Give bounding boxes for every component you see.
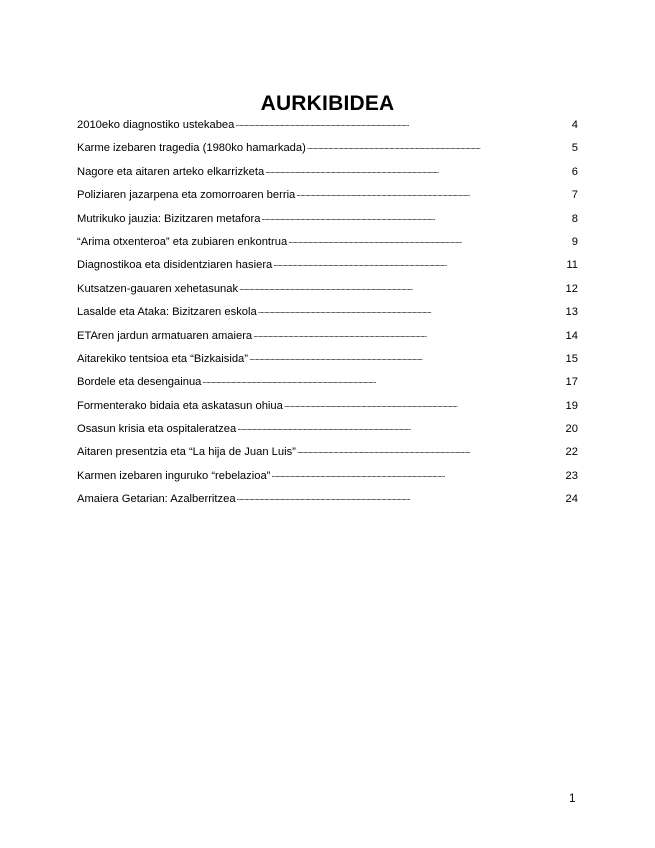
toc-dot-leader xyxy=(288,233,571,245)
toc-entry xyxy=(77,186,578,209)
toc-dot-leader xyxy=(239,280,564,292)
toc-entry xyxy=(77,467,578,490)
toc-entry-title: Amaiera Getarian: Azalberritzea xyxy=(77,493,236,506)
toc-entry xyxy=(77,490,578,513)
toc-entry xyxy=(77,139,578,162)
toc-entry xyxy=(77,373,578,396)
toc-entry xyxy=(77,420,578,443)
toc-entry-page: 15 xyxy=(565,352,578,365)
toc-dot-leader xyxy=(297,443,565,455)
toc-dot-leader xyxy=(253,327,564,339)
toc-dot-leader xyxy=(249,350,565,362)
toc-entry-page: 7 xyxy=(571,189,578,202)
toc-dot-leader xyxy=(307,139,571,151)
toc-entry-title: Formenterako bidaia eta askatasun ohiua xyxy=(77,399,283,412)
toc-entry-page: 12 xyxy=(565,282,578,295)
table-of-contents xyxy=(77,116,578,514)
toc-dot-leader xyxy=(265,163,571,175)
toc-entry-title: Mutrikuko jauzia: Bizitzaren metafora xyxy=(77,212,261,225)
toc-entry xyxy=(77,163,578,186)
toc-dot-leader xyxy=(237,490,565,502)
toc-entry-title: Aitarekiko tentsioa eta “Bizkaisida” xyxy=(77,352,248,365)
toc-entry-page: 5 xyxy=(571,142,578,155)
toc-entry-title: Diagnostikoa eta disidentziaren hasiera xyxy=(77,259,273,272)
toc-entry-title: Aitaren presentzia eta “La hija de Juan Luis” xyxy=(77,446,296,459)
toc-entry xyxy=(77,397,578,420)
toc-dot-leader xyxy=(258,303,565,315)
toc-entry-title: Nagore eta aitaren arteko elkarrizketa xyxy=(77,165,265,178)
toc-entry-page: 14 xyxy=(565,329,578,342)
page-number: 1 xyxy=(569,793,576,805)
toc-dot-leader xyxy=(202,373,564,385)
toc-entry xyxy=(77,116,578,139)
toc-entry xyxy=(77,280,578,303)
toc-entry-title: Kutsatzen-gauaren xehetasunak xyxy=(77,282,239,295)
toc-dot-leader xyxy=(296,186,570,198)
toc-entry xyxy=(77,256,578,279)
toc-entry-page: 19 xyxy=(565,399,578,412)
toc-entry-page: 13 xyxy=(565,306,578,319)
toc-dot-leader xyxy=(235,116,570,128)
toc-entry-page: 6 xyxy=(571,165,578,178)
toc-dot-leader xyxy=(271,467,564,479)
toc-entry-title: “Arima otxenteroa” eta zubiaren enkontrua xyxy=(77,235,288,248)
toc-entry xyxy=(77,350,578,373)
toc-entry xyxy=(77,233,578,256)
toc-dot-leader xyxy=(273,256,565,268)
toc-entry-page: 23 xyxy=(565,469,578,482)
toc-entry-title: Osasun krisia eta ospitaleratzea xyxy=(77,423,237,436)
toc-dot-leader xyxy=(261,210,570,222)
toc-entry-page: 11 xyxy=(566,259,578,272)
toc-entry-title: Karmen izebaren inguruko “rebelazioa” xyxy=(77,469,271,482)
toc-entry xyxy=(77,210,578,233)
toc-dot-leader xyxy=(237,420,564,432)
page-title: AURKIBIDEA xyxy=(260,92,395,116)
toc-entry-title: Poliziaren jazarpena eta zomorroaren berria xyxy=(77,189,296,202)
toc-entry-page: 24 xyxy=(565,493,578,506)
toc-entry-title: 2010eko diagnostiko ustekabea xyxy=(77,119,235,131)
toc-entry-title: Lasalde eta Ataka: Bizitzaren eskola xyxy=(77,306,257,319)
toc-entry-title: ETAren jardun armatuaren amaiera xyxy=(77,329,253,342)
toc-entry xyxy=(77,443,578,466)
toc-entry-page: 22 xyxy=(565,446,578,459)
toc-entry-title: Karme izebaren tragedia (1980ko hamarkada) xyxy=(77,142,306,155)
toc-dot-leader xyxy=(284,397,565,409)
toc-entry-page: 8 xyxy=(571,212,578,225)
toc-entry-page: 9 xyxy=(571,235,578,248)
toc-entry xyxy=(77,303,578,326)
toc-entry-page: 17 xyxy=(565,376,578,389)
toc-entry-page: 20 xyxy=(565,423,578,436)
toc-entry xyxy=(77,327,578,350)
toc-entry-page: 4 xyxy=(571,119,578,131)
toc-entry-title: Bordele eta desengainua xyxy=(77,376,202,389)
